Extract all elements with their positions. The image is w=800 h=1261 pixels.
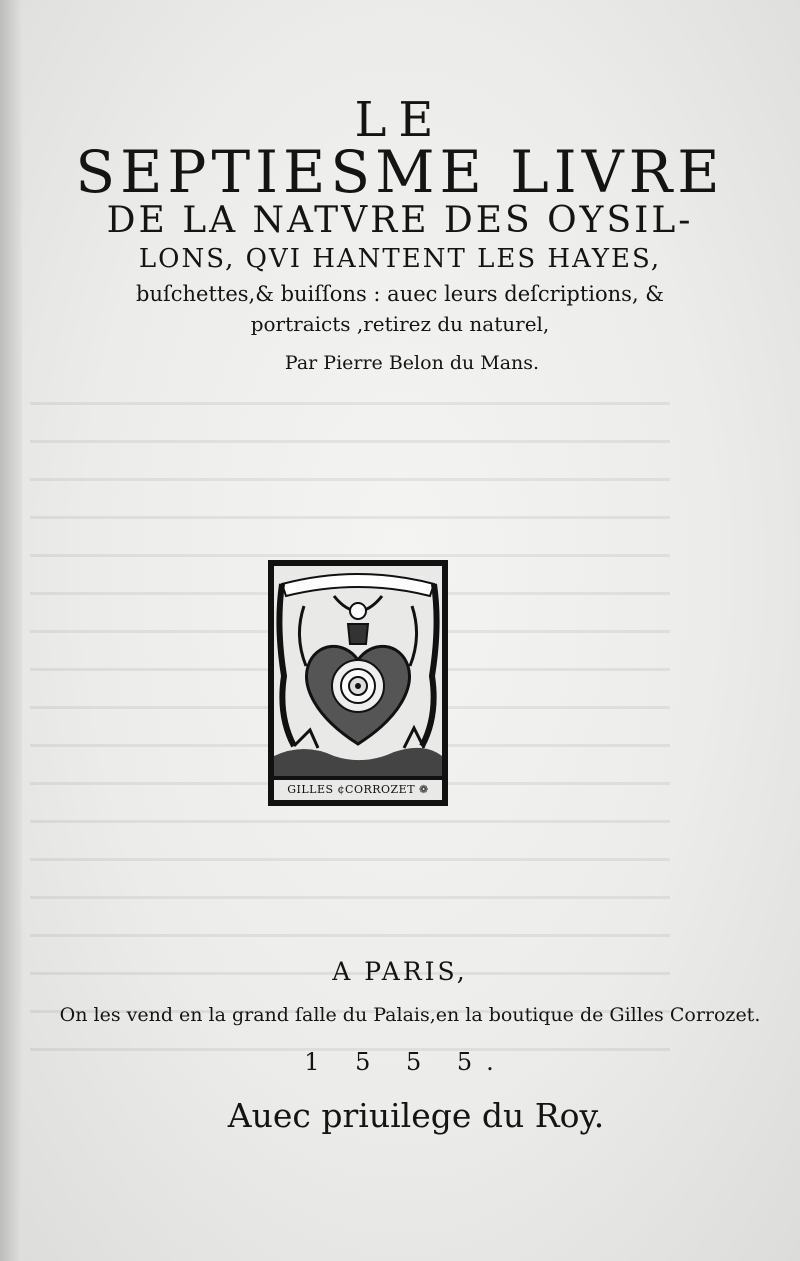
- imprint-year: 1 5 5 5.: [304, 1048, 508, 1076]
- title-line-le: LE: [354, 92, 446, 148]
- title-line-buschettes: buſchettes,& buiſſons : auec leurs deſcriptions, &: [136, 282, 664, 306]
- imprint-privilege: Auec priuilege du Roy.: [227, 1096, 605, 1135]
- imprint-seller: On les vend en la grand ſalle du Palais,en la boutique de Gilles Corrozet.: [59, 1004, 761, 1026]
- author-line: Par Pierre Belon du Mans.: [284, 352, 540, 374]
- title-line-nature-oysil: DE LA NATVRE DES OYSIL-: [106, 200, 694, 241]
- imprint-city: A PARIS,: [332, 957, 468, 986]
- title-line-lons-hayes: LONS, QVI HANTENT LES HAYES,: [138, 244, 662, 274]
- printer-mark-field: [274, 566, 442, 776]
- heart-rose-icon: [274, 566, 442, 776]
- printer-mark-label: GILLES ¢CORROZET ❁: [274, 780, 442, 800]
- printer-mark: [268, 560, 448, 806]
- title-line-portraicts: portraicts ,retirez du naturel,: [250, 312, 550, 336]
- title-line-septiesme-livre: SEPTIESME LIVRE: [75, 138, 725, 206]
